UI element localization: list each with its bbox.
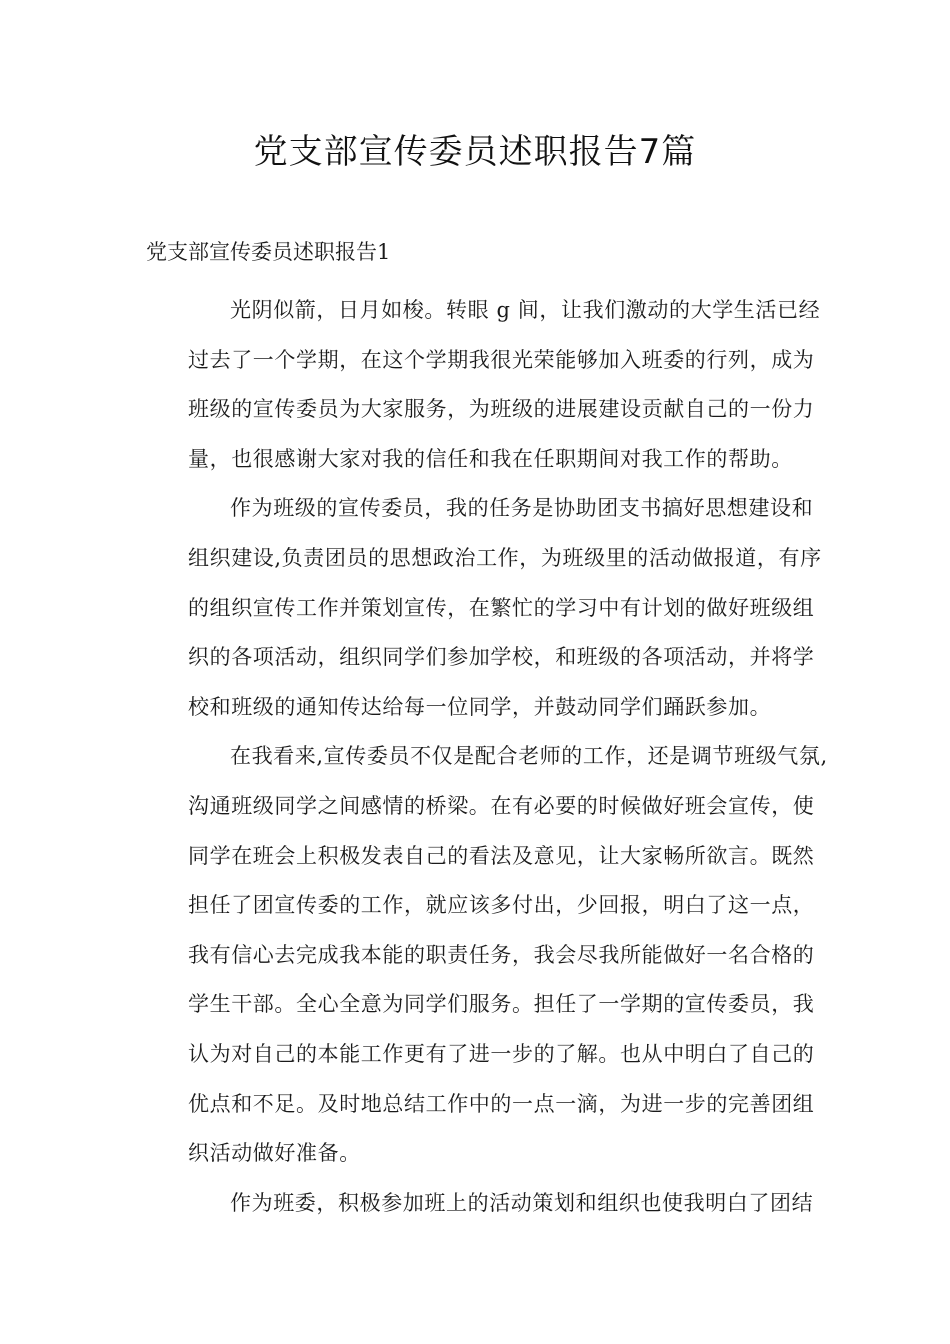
- paragraph-line: 的组织宣传工作并策划宣传，在繁忙的学习中有计划的做好班级组: [188, 595, 815, 620]
- paragraph-1: [146, 286, 821, 484]
- paragraph-line: 认为对自己的本能工作更有了进一步的了解。也从中明白了自己的: [188, 1041, 815, 1066]
- paragraph-line: 同学在班会上积极发表自己的看法及意见，让大家畅所欲言。既然: [188, 843, 815, 868]
- paragraph-line: 沟通班级同学之间感情的桥梁。在有必要的时候做好班会宣传，使: [188, 793, 815, 818]
- paragraph-line: 在我看来,宣传委员不仅是配合老师的工作，还是调节班级气氛,: [230, 744, 828, 769]
- document-title: 党支部宣传委员述职报告7篇: [253, 132, 697, 172]
- document-body: [146, 234, 828, 1228]
- paragraph-line: 班级的宣传委员为大家服务，为班级的进展建设贡献自己的一份力: [188, 397, 815, 422]
- paragraph-line: 组织建设,负责团员的思想政治工作，为班级里的活动做报道，有序: [188, 545, 822, 570]
- paragraph-line: 校和班级的通知传达给每一位同学，并鼓动同学们踊跃参加。: [188, 694, 772, 719]
- paragraph-2: [146, 484, 822, 732]
- paragraph-line: 我有信心去完成我本能的职责任务，我会尽我所能做好一名合格的: [188, 942, 815, 967]
- paragraph-line: 作为班委，积极参加班上的活动策划和组织也使我明白了团结: [230, 1190, 814, 1215]
- paragraph-line: 量，也很感谢大家对我的信任和我在任职期间对我工作的帮助。: [188, 446, 793, 471]
- paragraph-line: 学生干部。全心全意为同学们服务。担任了一学期的宣传委员，我: [188, 992, 815, 1017]
- paragraph-line: 优点和不足。及时地总结工作中的一点一滴，为进一步的完善团组: [188, 1091, 815, 1116]
- paragraph-line: 作为班级的宣传委员，我的任务是协助团支书搞好思想建设和: [230, 496, 814, 521]
- paragraph-line: 过去了一个学期，在这个学期我很光荣能够加入班委的行列，成为: [188, 347, 815, 372]
- section-heading: 党支部宣传委员述职报告1: [146, 240, 391, 264]
- paragraph-3: [146, 732, 828, 1178]
- paragraph-line: 织的各项活动，组织同学们参加学校，和班级的各项活动，并将学: [188, 645, 815, 670]
- paragraph-4: [146, 1179, 814, 1229]
- paragraph-line: 光阴似箭，日月如梭。转眼 g 间，让我们激动的大学生活已经: [230, 298, 821, 322]
- paragraph-line: 担任了团宣传委的工作，就应该多付出，少回报，明白了这一点，: [188, 893, 815, 918]
- paragraph-line: 织活动做好准备。: [188, 1141, 361, 1166]
